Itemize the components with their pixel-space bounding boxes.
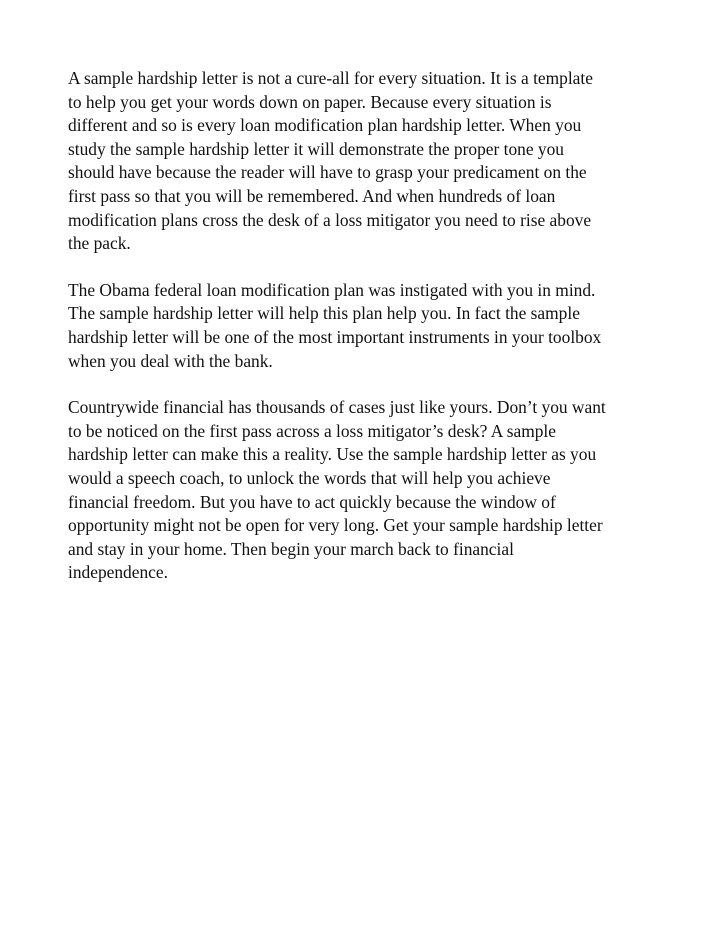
paragraph-line: and stay in your home. Then begin your march back to financial (68, 538, 514, 559)
paragraph-line: financial freedom. But you have to act quickly because the window of (68, 491, 556, 512)
paragraph-line: The sample hardship letter will help this plan help you. In fact the sample (68, 303, 580, 324)
paragraph-line: should have because the reader will have to grasp your predicament on the (68, 162, 587, 183)
paragraph-3 (68, 396, 668, 585)
paragraph-line: would a speech coach, to unlock the words that will help you achieve (68, 467, 551, 488)
paragraph-line: to be noticed on the first pass across a loss mitigator’s desk? A sample (68, 420, 556, 441)
paragraph-line: Countrywide financial has thousands of cases just like yours. Don’t you want (68, 397, 606, 418)
paragraph-line: the pack. (68, 233, 131, 254)
paragraph-line: hardship letter will be one of the most important instruments in your toolbox (68, 326, 602, 347)
paragraph-line: opportunity might not be open for very long. Get your sample hardship letter (68, 515, 603, 536)
paragraph-line: when you deal with the bank. (68, 350, 273, 371)
paragraph-line: study the sample hardship letter it will demonstrate the proper tone you (68, 138, 564, 159)
paragraph-line: A sample hardship letter is not a cure-all for every situation. It is a template (68, 68, 593, 88)
document-body (68, 67, 668, 585)
paragraph-2 (68, 279, 668, 373)
paragraph-line: modification plans cross the desk of a loss mitigator you need to rise above (68, 209, 592, 230)
paragraph-line: independence. (68, 562, 168, 583)
paragraph-line: hardship letter can make this a reality. Use the sample hardship letter as you (68, 444, 597, 465)
paragraph-line: first pass so that you will be remembered. And when hundreds of loan (68, 185, 556, 206)
paragraph-1 (68, 67, 668, 256)
paragraph-line: different and so is every loan modification plan hardship letter. When you (68, 115, 582, 136)
paragraph-line: The Obama federal loan modification plan was instigated with you in mind. (68, 279, 596, 300)
paragraph-line: to help you get your words down on paper. Because every situation is (68, 91, 552, 112)
